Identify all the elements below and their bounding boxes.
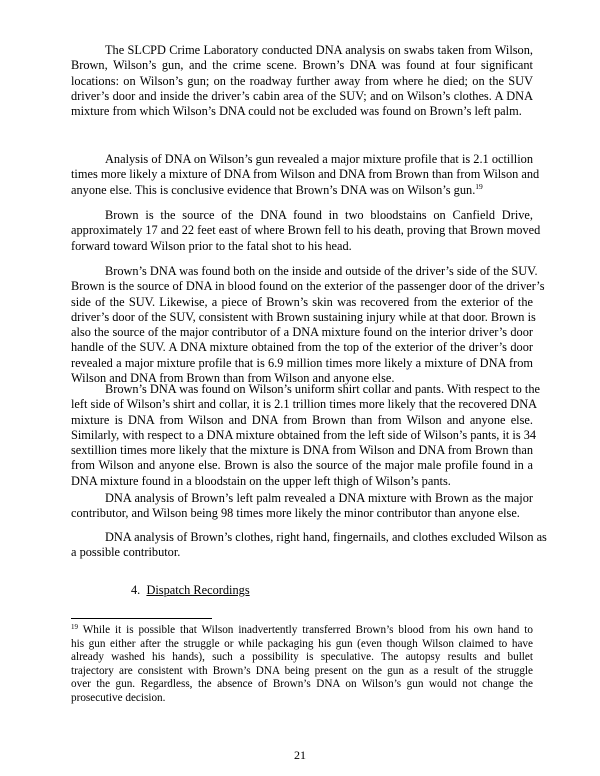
text-line: DNA mixture found in a bloodstain on the upper left thigh of Wilson’s pants. [71, 473, 451, 488]
footnote [71, 624, 533, 706]
text-line: approximately 17 and 22 feet east of where Brown fell to his death, proving that Brown moved [71, 223, 541, 238]
footnote-reference[interactable]: 19 [475, 181, 483, 191]
text-line: DNA analysis of Brown’s clothes, right hand, fingernails, and clothes excluded Wilson as [105, 530, 547, 544]
text-line: The SLCPD Crime Laboratory conducted DNA analysis on swabs taken from Wilson, [105, 43, 533, 57]
footnote-line: over the gun. Regardless, the absence of Brown’s DNA on Wilson’s gun would not change the [71, 678, 533, 691]
text-line: sextillion times more likely that the mixture is DNA from Wilson and DNA from Brown than [71, 443, 533, 458]
text-line: locations: on Wilson’s gun; on the roadway further away from where he died; on the SUV [71, 73, 533, 88]
text-line: Brown is the source of the DNA found in two bloodstains on Canfield Drive, [105, 208, 533, 222]
text-line: mixture from which Wilson’s DNA could not be excluded was found on Brown’s left palm. [71, 104, 522, 119]
section-number: 4. [131, 583, 141, 597]
text-line: from Wilson and anyone else. Brown is also the source of the major male profile found in a [71, 458, 533, 473]
text-line: Brown’s DNA was found on Wilson’s uniform shirt collar and pants. With respect to the [105, 382, 540, 396]
text-line: Wilson and DNA from Brown than from Wilson and anyone else. [71, 371, 395, 386]
text-line: times more likely a mixture of DNA from Wilson and DNA from Brown than from Wilson and [71, 167, 540, 182]
text-line: Brown’s DNA was found both on the inside and outside of the driver’s side of the SUV. [105, 264, 538, 278]
section-heading [131, 583, 250, 598]
text-line: a possible contributor. [71, 545, 181, 560]
text-line: Analysis of DNA on Wilson’s gun revealed a major mixture profile that is 2.1 octillion [105, 152, 533, 166]
footnote-marker: 19 [71, 623, 78, 631]
paragraph-bloodstains [71, 208, 541, 254]
paragraph-uniform-dna [71, 382, 540, 489]
text-line: left side of Wilson’s shirt and collar, it is 2.1 trillion times more likely that the recovered DNA [71, 397, 538, 412]
text-line: forward toward Wilson prior to the fatal shot to his head. [71, 238, 352, 253]
paragraph-clothes-exclusion [71, 530, 547, 561]
text-line: mixture is DNA from Wilson and DNA from Brown than from Wilson and anyone else. [71, 412, 533, 427]
text-line: handle of the SUV. A DNA mixture obtained from the top of the exterior of the driver’s door [71, 340, 533, 355]
page-number: 21 [294, 748, 306, 762]
text-line: driver’s door of the SUV, consistent with Brown sustaining injury while at that door. Brown is [71, 309, 536, 324]
section-title: Dispatch Recordings [146, 583, 250, 597]
text-line: also the source of the major contributor of a DNA mixture found on the interior driver’s door [71, 325, 533, 340]
footnote-line-content: While it is possible that Wilson inadvertently transferred Brown’s blood from his own hand to [82, 624, 533, 636]
text-line: Brown is the source of DNA in blood found on the exterior of the passenger door of the driver’s [71, 279, 545, 294]
footnote-separator [71, 618, 212, 619]
paragraph-left-palm [71, 491, 533, 522]
text-line: contributor, and Wilson being 98 times more likely the minor contributor than anyone else. [71, 506, 520, 521]
paragraph-suv-dna [71, 264, 545, 386]
text-line: Brown, Wilson’s gun, and the crime scene. Brown’s DNA was found at four significant [71, 58, 533, 73]
text-line: driver’s door and inside the driver’s cabin area of the SUV; and on Wilson’s clothes. A DNA [71, 88, 533, 103]
text-line: side of the SUV. Likewise, a piece of Brown’s skin was recovered from the exterior of the [71, 294, 533, 309]
footnote-line: his gun either after the struggle or while packaging his gun (even though Wilson claimed to have [71, 637, 533, 650]
footnote-line: already washed his hands), such a possibility is speculative. The autopsy results and bullet [71, 651, 533, 664]
footnote-line [71, 624, 533, 638]
text-line: Similarly, with respect to a DNA mixture obtained from the left side of Wilson’s pants, it is 34 [71, 427, 537, 442]
footnote-line: trajectory are consistent with Brown’s DNA being present on the gun as a result of the struggle [71, 664, 533, 677]
paragraph-gun-dna [71, 152, 540, 198]
footnote-line: prosecutive decision. [71, 691, 166, 704]
text-line-content: anyone else. This is conclusive evidence that Brown’s DNA was on Wilson’s gun. [71, 182, 476, 197]
text-line [71, 183, 533, 198]
text-line: revealed a major mixture profile that is 6.9 million times more likely a mixture of DNA from [71, 355, 533, 370]
paragraph-dna-analysis-overview [71, 43, 533, 119]
text-line: DNA analysis of Brown’s left palm revealed a DNA mixture with Brown as the major [105, 491, 533, 505]
